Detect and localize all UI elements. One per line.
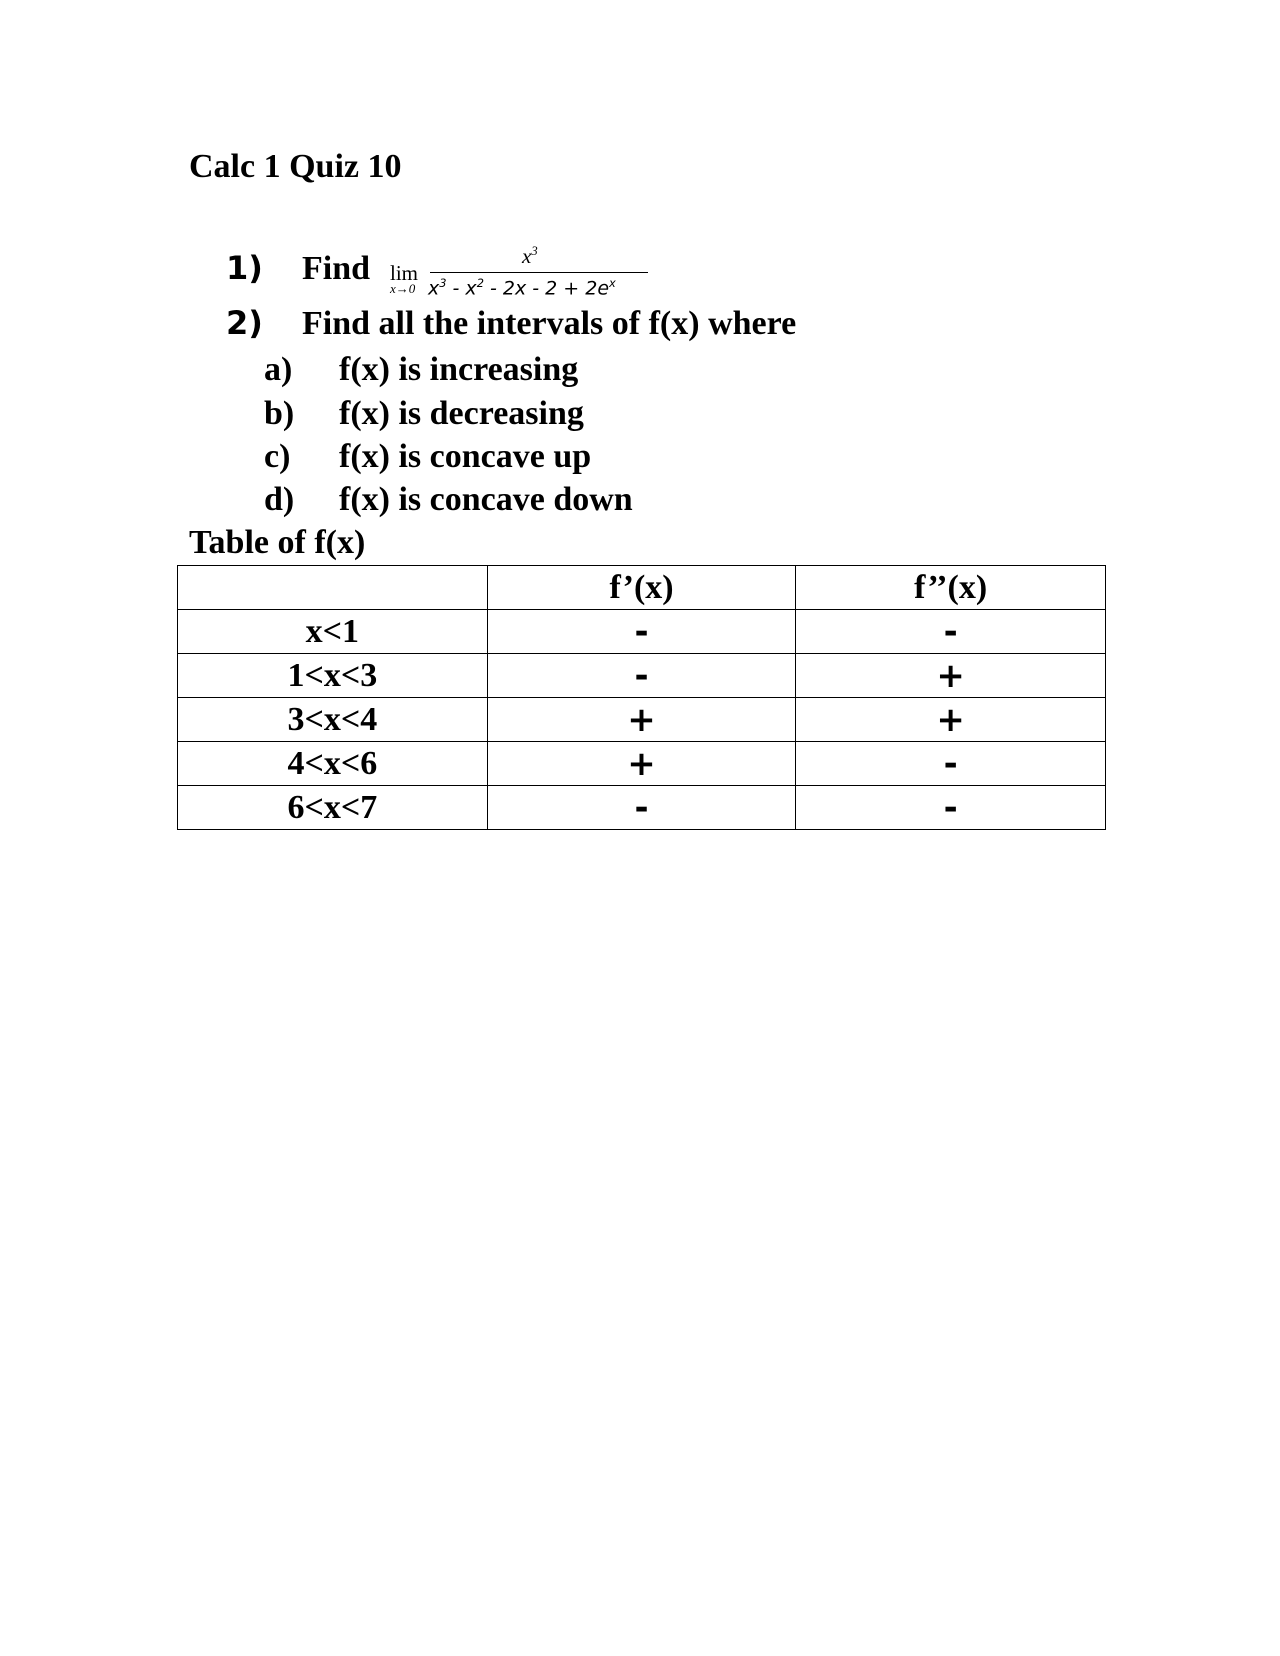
question-2-number: 2) [226,304,263,342]
list-item-text: f(x) is decreasing [339,395,584,432]
formula-numerator [522,244,538,269]
den-term-2: - x [446,277,477,300]
second-derivative-sign: + [796,654,1106,698]
second-derivative-sign: - [796,610,1106,654]
table-title: Table of f(x) [189,524,366,561]
list-item [264,483,633,517]
first-derivative-sign: - [487,654,796,698]
header-cell-first-derivative: f’(x) [487,566,796,610]
question-1 [226,249,371,287]
formula-denominator [428,276,616,299]
interval-cell: 6<x<7 [178,786,488,830]
numerator-exponent: 3 [531,244,538,258]
question-1-number: 1) [226,249,263,287]
first-derivative-sign: - [487,610,796,654]
first-derivative-sign: + [487,698,796,742]
list-item [264,440,591,474]
header-cell-second-derivative: f’’(x) [796,566,1106,610]
page-title: Calc 1 Quiz 10 [189,148,402,185]
list-item-letter: b) [264,395,295,432]
question-1-text: Find [302,250,371,287]
interval-cell: 4<x<6 [178,742,488,786]
table-row [178,654,1106,698]
limit-subscript: x→0 [390,281,416,296]
limit-formula [390,238,650,302]
list-item-text: f(x) is concave down [339,481,633,518]
list-item [264,397,584,431]
limit-operator: lim [390,261,419,285]
second-derivative-sign: + [796,698,1106,742]
second-derivative-sign: - [796,786,1106,830]
question-2 [226,304,797,342]
list-item-letter: d) [264,481,295,518]
question-2-text: Find all the intervals of f(x) where [302,305,797,342]
list-item-text: f(x) is concave up [339,438,592,475]
interval-cell: 3<x<4 [178,698,488,742]
numerator-base: x [522,244,532,268]
interval-cell: x<1 [178,610,488,654]
table-row [178,786,1106,830]
second-derivative-sign: - [796,742,1106,786]
first-derivative-sign: + [487,742,796,786]
interval-cell: 1<x<3 [178,654,488,698]
den-term-3: - 2x - 2 + 2e [483,277,610,300]
table-row [178,610,1106,654]
table-row [178,698,1106,742]
list-item [264,353,578,387]
den-exp-3: x [609,276,616,290]
list-item-letter: a) [264,351,293,388]
den-exp-1: 3 [439,276,447,290]
den-term-1: x [428,277,440,300]
header-cell-interval [178,566,488,610]
list-item-letter: c) [264,438,291,475]
list-item-text: f(x) is increasing [339,351,579,388]
sign-table [177,565,1106,830]
fraction-bar [430,272,648,273]
table-row [178,742,1106,786]
table-header-row [178,566,1106,610]
den-exp-2: 2 [476,276,484,290]
first-derivative-sign: - [487,786,796,830]
